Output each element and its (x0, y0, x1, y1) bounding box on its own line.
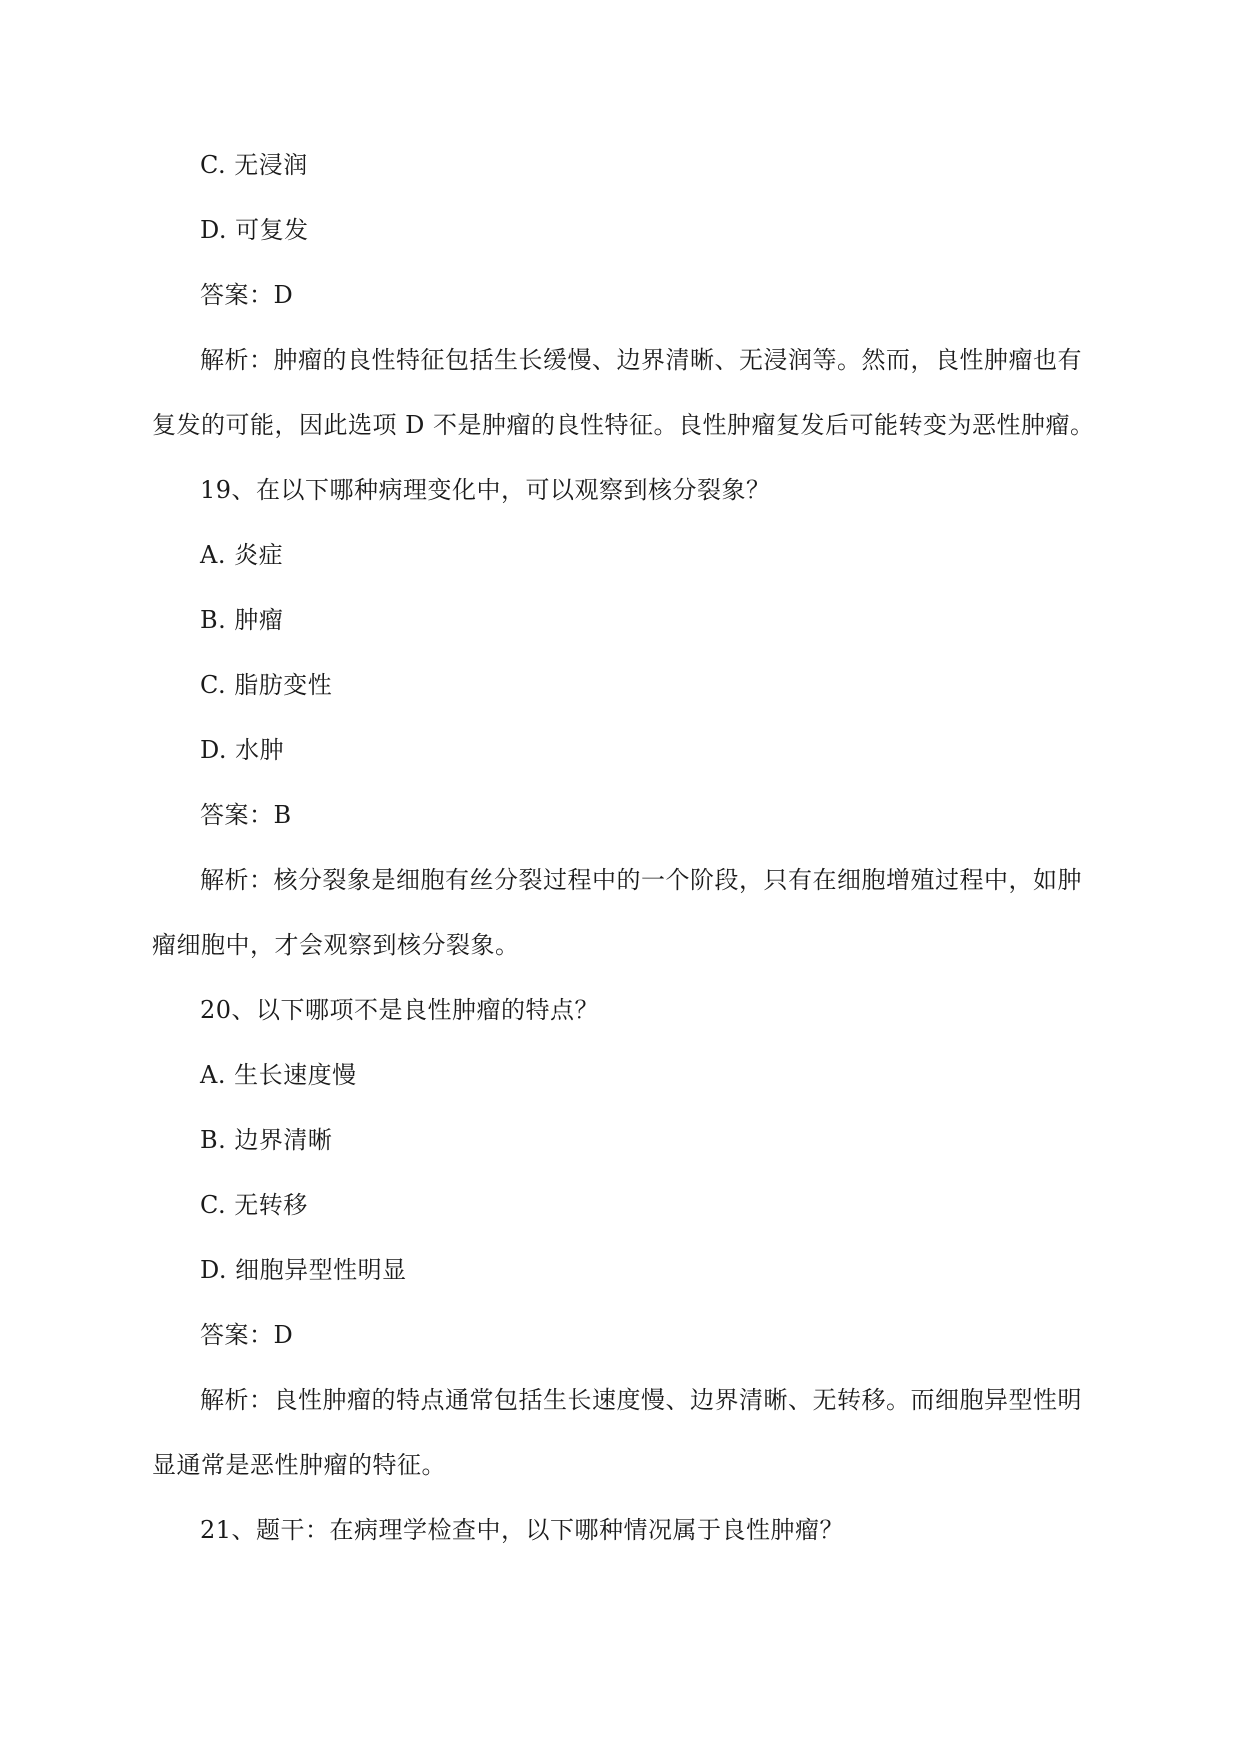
q18-explanation-line-2: 复发的可能，因此选项 D 不是肿瘤的良性特征。良性肿瘤复发后可能转变为恶性肿瘤。 (152, 411, 1095, 439)
q19-option-a: A. 炎症 (200, 541, 284, 569)
q18-option-d: D. 可复发 (200, 216, 309, 244)
q20-explanation-line-2: 显通常是恶性肿瘤的特征。 (152, 1451, 446, 1479)
q19-option-d: D. 水肿 (200, 736, 285, 764)
q19-explanation-line-2: 瘤细胞中，才会观察到核分裂象。 (152, 931, 520, 959)
q20-option-d: D. 细胞异型性明显 (200, 1256, 407, 1284)
q19-option-c: C. 脂肪变性 (200, 671, 333, 699)
q20-answer: 答案：D (200, 1321, 294, 1349)
q20-option-b: B. 边界清晰 (200, 1126, 333, 1154)
q19-explanation-line-1: 解析：核分裂象是细胞有丝分裂过程中的一个阶段，只有在细胞增殖过程中，如肿 (200, 866, 1082, 894)
q21-question: 21、题干：在病理学检查中，以下哪种情况属于良性肿瘤？ (200, 1516, 845, 1544)
q19-option-b: B. 肿瘤 (200, 606, 284, 634)
q19-answer: 答案：B (200, 801, 292, 829)
q20-question: 20、以下哪项不是良性肿瘤的特点？ (200, 996, 600, 1024)
q20-explanation-line-1: 解析：良性肿瘤的特点通常包括生长速度慢、边界清晰、无转移。而细胞异型性明 (200, 1386, 1082, 1414)
q20-option-c: C. 无转移 (200, 1191, 308, 1219)
q18-answer: 答案：D (200, 281, 294, 309)
q18-option-c: C. 无浸润 (200, 151, 308, 179)
q20-option-a: A. 生长速度慢 (200, 1061, 357, 1089)
q19-question: 19、在以下哪种病理变化中，可以观察到核分裂象？ (200, 476, 771, 504)
q18-explanation-line-1: 解析：肿瘤的良性特征包括生长缓慢、边界清晰、无浸润等。然而，良性肿瘤也有 (200, 346, 1082, 374)
